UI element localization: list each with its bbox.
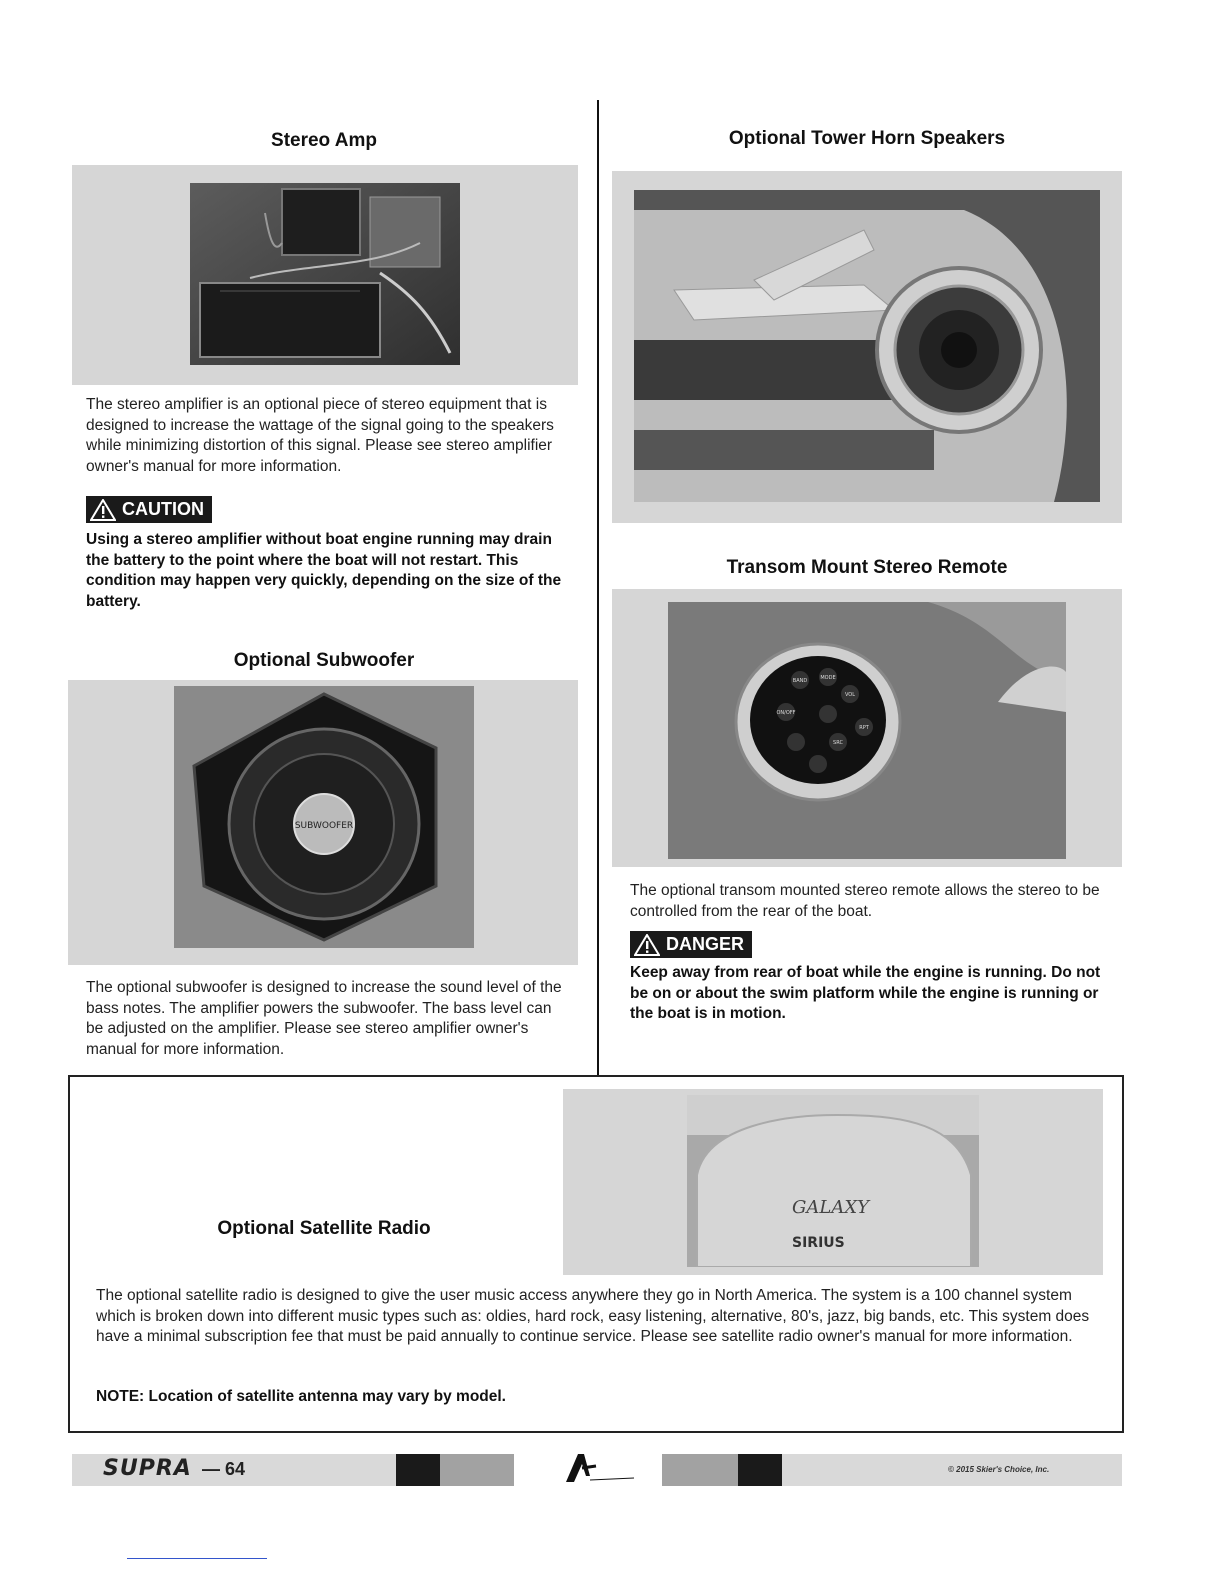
warning-triangle-icon bbox=[90, 499, 116, 521]
subwoofer-brand-text: SUBWOOFER bbox=[294, 821, 354, 831]
footer-logo-icon bbox=[560, 1446, 640, 1486]
satellite-radio-note: NOTE: Location of satellite antenna may vary by model. bbox=[96, 1388, 506, 1405]
column-divider bbox=[597, 100, 599, 1075]
footer-black-block-right bbox=[738, 1454, 782, 1486]
subwoofer-heading: Optional Subwoofer bbox=[233, 650, 415, 671]
footer-page-number: — 64 bbox=[202, 1459, 246, 1479]
danger-badge bbox=[630, 931, 752, 958]
caution-badge bbox=[86, 496, 212, 523]
subwoofer-image bbox=[174, 686, 474, 948]
stereo-remote-image bbox=[668, 602, 1066, 859]
warning-triangle-icon bbox=[634, 934, 660, 956]
caution-text: Using a stereo amplifier without boat engine running may drain the battery to the point where the boat will not restart. This condition may happen very quickly, depending on the size of the battery. bbox=[86, 531, 562, 610]
remote-button-label: ON/OFF bbox=[776, 710, 796, 716]
remote-button-label: BAND bbox=[792, 678, 808, 684]
transom-remote-body: The optional transom mounted stereo remote allows the stereo to be controlled from the rear of the boat. bbox=[630, 882, 1100, 920]
transom-remote-heading: Transom Mount Stereo Remote bbox=[726, 557, 1008, 578]
remote-button-label: SRC bbox=[833, 740, 843, 746]
footer-gray-block-right bbox=[662, 1454, 738, 1486]
satellite-photo-panel bbox=[563, 1089, 1103, 1275]
remote-button-label: VOL bbox=[844, 692, 856, 698]
footer-brand-logo: SUPRA bbox=[103, 1456, 192, 1481]
tower-speakers-photo-panel bbox=[612, 171, 1122, 523]
bottom-link-underline bbox=[127, 1558, 267, 1559]
stereo-amp-photo-panel bbox=[72, 165, 578, 385]
caution-label: CAUTION bbox=[122, 499, 204, 519]
footer-gray-block-left bbox=[440, 1454, 514, 1486]
transom-remote-photo-panel bbox=[612, 589, 1122, 867]
remote-button-label: RPT bbox=[859, 725, 869, 731]
satellite-radio-body: The optional satellite radio is designed to give the user music access anywhere they go in North America. The system is a 100 channel system which is broken down into different music types such as: oldies, hard rock, easy listening, alternative, 80's, jazz, big bands, etc. This system does have a minimal subscription fee that must be paid annually to continue service. Please see satellite radio owner's manual for more information. bbox=[96, 1287, 1090, 1345]
satellite-antenna-photo bbox=[687, 1095, 979, 1267]
tower-speakers-photo bbox=[634, 190, 1100, 502]
antenna-sirius-text: SIRIUS bbox=[792, 1235, 845, 1251]
stereo-amp-heading: Stereo Amp bbox=[271, 130, 377, 151]
footer-black-block-left bbox=[396, 1454, 440, 1486]
subwoofer-body: The optional subwoofer is designed to increase the sound level of the bass notes. The amplifier powers the subwoofer. The bass level can be adjusted on the amplifier. Please see stereo amplifier owner's manual for more information. bbox=[86, 979, 562, 1058]
satellite-antenna-image bbox=[687, 1095, 979, 1267]
subwoofer-photo bbox=[174, 686, 474, 948]
stereo-amp-body: The stereo amplifier is an optional piece of stereo equipment that is designed to increase the wattage of the signal going to the speakers while minimizing distortion of this signal. Please see stereo amplifier owner's manual for more information. bbox=[86, 396, 554, 475]
danger-label: DANGER bbox=[666, 934, 745, 954]
satellite-radio-heading: Optional Satellite Radio bbox=[217, 1218, 431, 1239]
remote-button-label: MODE bbox=[820, 675, 836, 681]
stereo-amp-photo bbox=[190, 183, 460, 365]
danger-text: Keep away from rear of boat while the engine is running. Do not be on or about the swim platform while the engine is running or the boat is in motion. bbox=[630, 964, 1101, 1022]
tower-speakers-heading: Optional Tower Horn Speakers bbox=[728, 128, 1006, 149]
tower-speaker-image bbox=[634, 190, 1100, 502]
footer-copyright: © 2015 Skier's Choice, Inc. bbox=[948, 1465, 1050, 1474]
antenna-brand-text: GALAXY bbox=[792, 1197, 870, 1218]
amplifier-image bbox=[190, 183, 460, 365]
transom-remote-photo bbox=[668, 602, 1066, 859]
subwoofer-photo-panel bbox=[68, 680, 578, 965]
